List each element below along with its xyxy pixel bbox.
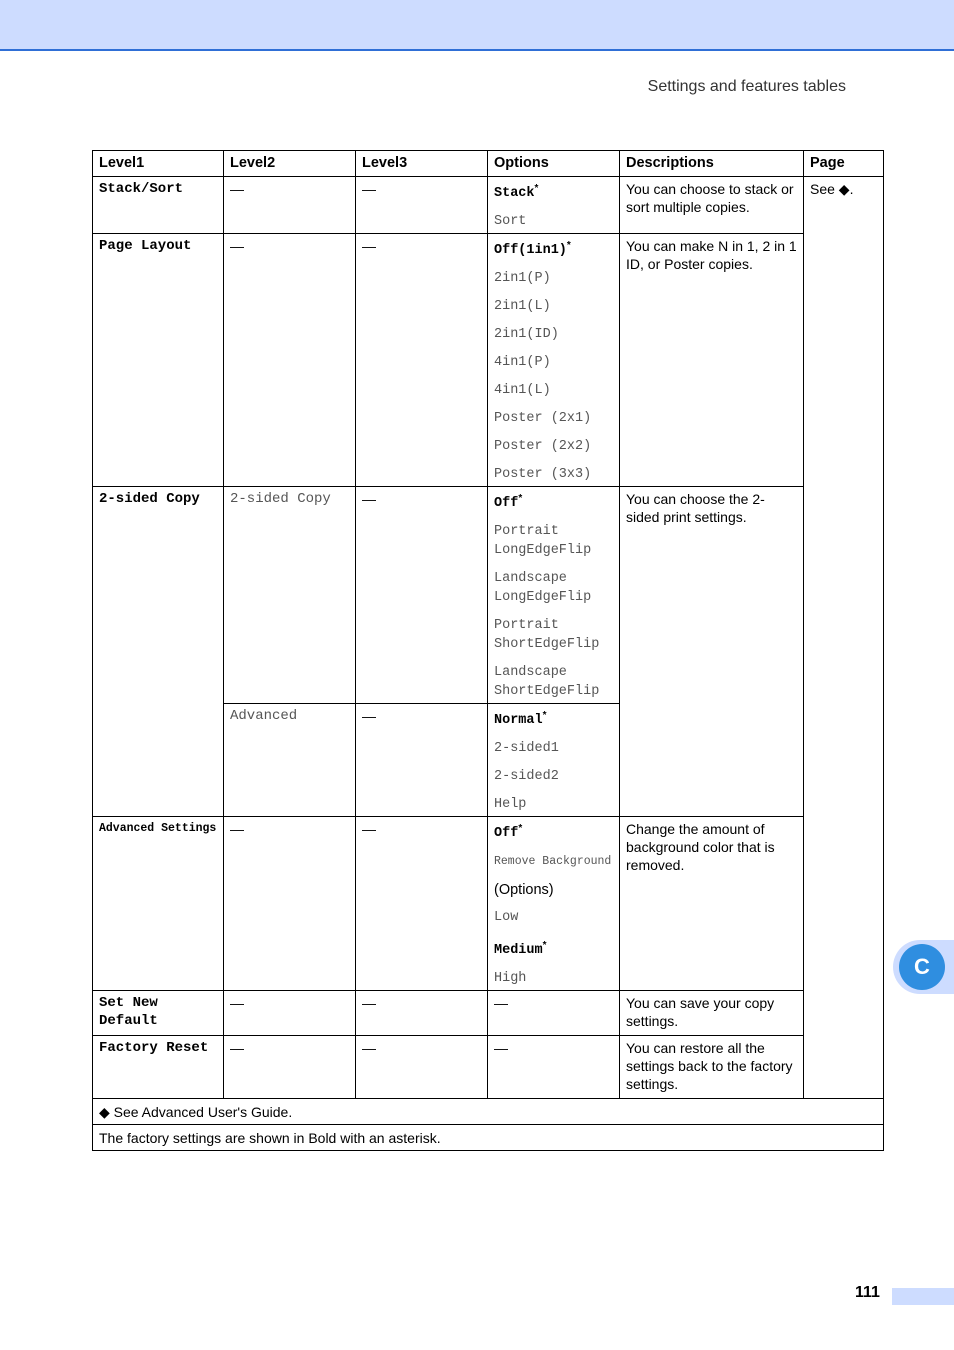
level3-dash: —: [356, 1036, 488, 1099]
option-item: 4in1(P): [494, 355, 551, 370]
section-title: Settings and features tables: [647, 78, 846, 95]
level1-set-new-default: Set New Default: [93, 991, 224, 1036]
level2-advanced: Advanced: [224, 704, 356, 817]
description-cell: You can choose the 2-sided print settings.: [620, 487, 804, 817]
col-header-level3: Level3: [356, 151, 488, 177]
col-header-page: Page: [804, 151, 884, 177]
level1-page-layout: Page Layout: [93, 234, 224, 487]
option-default: Stack*: [494, 183, 539, 201]
option-item: 4in1(L): [494, 383, 551, 398]
option-default: Normal*: [494, 710, 547, 728]
option-item: 2-sided2: [494, 769, 559, 784]
option-item: Portrait ShortEdgeFlip: [494, 618, 600, 652]
option-item: Poster (3x3): [494, 467, 592, 482]
table-row: [93, 817, 884, 991]
option-item: 2in1(L): [494, 299, 551, 314]
level2-dash: —: [224, 817, 356, 991]
appendix-side-tab: [893, 940, 954, 994]
footnote-see-guide: ◆ See Advanced User's Guide.: [93, 1099, 884, 1125]
option-item: 2in1(P): [494, 271, 551, 286]
options-cell: [488, 177, 620, 234]
level2-dash: —: [224, 1036, 356, 1099]
option-item: Remove Background: [494, 855, 612, 868]
footnote-row: [93, 1099, 884, 1125]
description-cell: Change the amount of background color that is removed.: [620, 817, 804, 991]
footnote-row: [93, 1125, 884, 1151]
col-header-descriptions: Descriptions: [620, 151, 804, 177]
col-header-level1: Level1: [93, 151, 224, 177]
description-cell: You can restore all the settings back to the factory settings.: [620, 1036, 804, 1099]
level2-2-sided-copy: 2-sided Copy: [224, 487, 356, 704]
table-row: [93, 991, 884, 1036]
settings-table: [92, 150, 884, 1151]
option-item: 2-sided1: [494, 741, 559, 756]
option-default: Off*: [494, 493, 523, 511]
level3-dash: —: [356, 234, 488, 487]
table-row: [93, 234, 884, 487]
page-number-bar: [892, 1288, 954, 1305]
option-item: Landscape LongEdgeFlip: [494, 571, 592, 605]
level3-dash: —: [356, 177, 488, 234]
level1-advanced-settings: Advanced Settings: [93, 817, 224, 991]
page-cell: See ◆.: [804, 177, 884, 1099]
top-header-band: [0, 0, 954, 51]
footnote-factory-settings: The factory settings are shown in Bold with an asterisk.: [93, 1125, 884, 1151]
option-item: Low: [494, 910, 519, 925]
option-default: Off*: [494, 823, 523, 841]
option-item: Poster (2x1): [494, 411, 592, 426]
option-item: Landscape ShortEdgeFlip: [494, 665, 600, 699]
option-item: 2in1(ID): [494, 327, 559, 342]
options-cell: [488, 704, 620, 817]
option-item: Portrait LongEdgeFlip: [494, 524, 592, 558]
option-item: High: [494, 971, 527, 986]
options-cell: [488, 817, 620, 991]
options-dash: —: [488, 1036, 620, 1099]
level3-dash: —: [356, 991, 488, 1036]
level3-dash: —: [356, 487, 488, 704]
appendix-letter: C: [899, 944, 945, 990]
level2-dash: —: [224, 991, 356, 1036]
option-item: Sort: [494, 214, 527, 229]
option-item: Poster (2x2): [494, 439, 592, 454]
description-cell: You can choose to stack or sort multiple copies.: [620, 177, 804, 234]
level1-2-sided-copy: 2-sided Copy: [93, 487, 224, 817]
col-header-level2: Level2: [224, 151, 356, 177]
description-cell: You can make N in 1, 2 in 1 ID, or Poster copies.: [620, 234, 804, 487]
table-row: [93, 177, 884, 234]
level3-dash: —: [356, 817, 488, 991]
table-header-row: [93, 151, 884, 177]
level1-stack-sort: Stack/Sort: [93, 177, 224, 234]
options-dash: —: [488, 991, 620, 1036]
option-default: Off(1in1)*: [494, 240, 571, 258]
options-cell: [488, 234, 620, 487]
option-item: Help: [494, 797, 527, 812]
page-number: 111: [855, 1284, 880, 1301]
level2-dash: —: [224, 234, 356, 487]
table-row: [93, 487, 884, 704]
option-note: (Options): [494, 882, 554, 898]
col-header-options: Options: [488, 151, 620, 177]
options-cell: [488, 487, 620, 704]
option-default: Medium*: [494, 940, 547, 958]
description-cell: You can save your copy settings.: [620, 991, 804, 1036]
level3-dash: —: [356, 704, 488, 817]
table-row: [93, 1036, 884, 1099]
level2-dash: —: [224, 177, 356, 234]
level1-factory-reset: Factory Reset: [93, 1036, 224, 1099]
